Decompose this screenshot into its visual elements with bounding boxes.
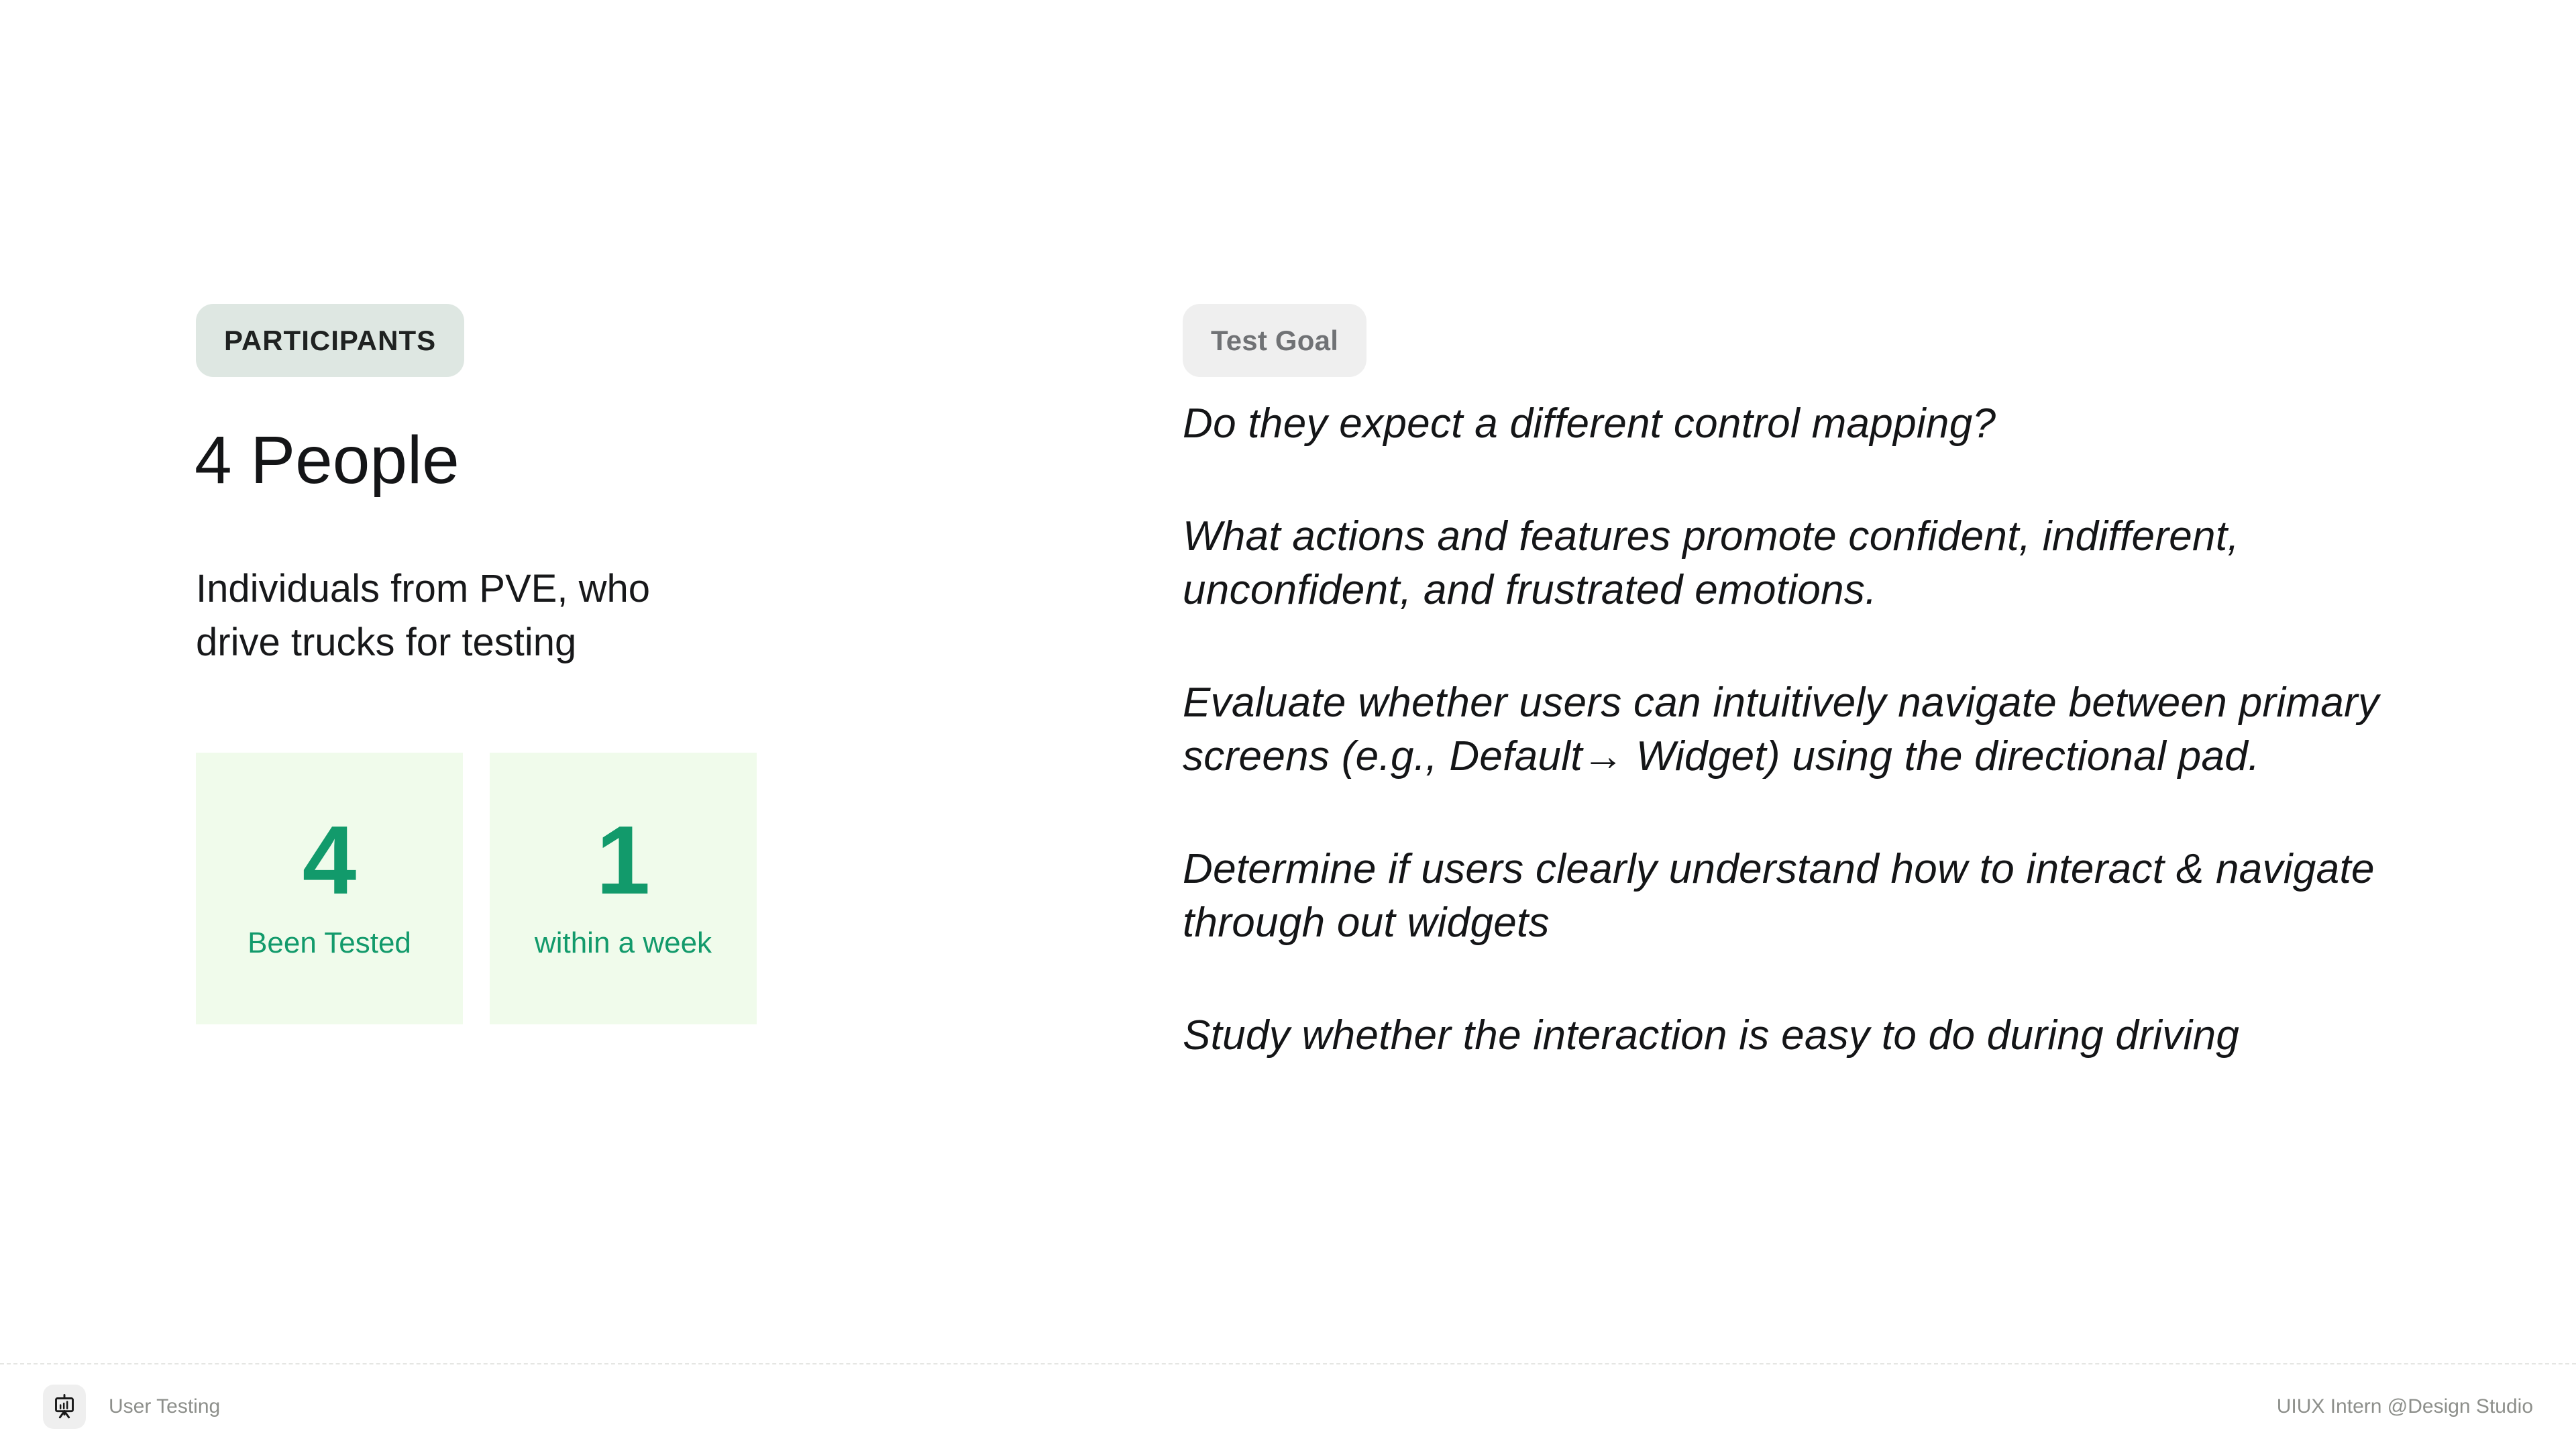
footer — [0, 1363, 2576, 1449]
goal-paragraph: What actions and features promote confident, indifferent, unconfident, and frustrated emotions. — [1183, 513, 2239, 613]
participants-badge: PARTICIPANTS — [196, 304, 464, 377]
presentation-chart-icon — [43, 1385, 86, 1429]
stat-value-been-tested: 4 — [302, 806, 357, 914]
footer-right-label: UIUX Intern @Design Studio — [2276, 1395, 2533, 1417]
goal-paragraph: Study whether the interaction is easy to do during driving — [1183, 1012, 2240, 1059]
footer-left-label: User Testing — [109, 1395, 221, 1417]
goal-paragraph: Do they expect a different control mapping? — [1183, 400, 1996, 447]
test-goal-paragraphs — [1183, 397, 2404, 1122]
stat-label-been-tested: Been Tested — [248, 926, 411, 959]
footer-left — [43, 1385, 220, 1429]
stat-card-been-tested — [196, 753, 463, 1024]
test-goal-badge: Test Goal — [1183, 304, 1366, 377]
goal-paragraph: Determine if users clearly understand how to interact & navigate through out widgets — [1183, 846, 2375, 946]
participants-description: Individuals from PVE, who drive trucks for testing — [196, 567, 650, 664]
stat-label-within-week: within a week — [534, 926, 712, 959]
goal-paragraph: Evaluate whether users can intuitively navigate between primary screens (e.g., Default→ Widget) using the directional pad. — [1183, 680, 2379, 780]
participants-headline: 4 People — [195, 423, 460, 498]
stat-value-within-week: 1 — [596, 806, 651, 914]
stat-card-within-week — [490, 753, 757, 1024]
